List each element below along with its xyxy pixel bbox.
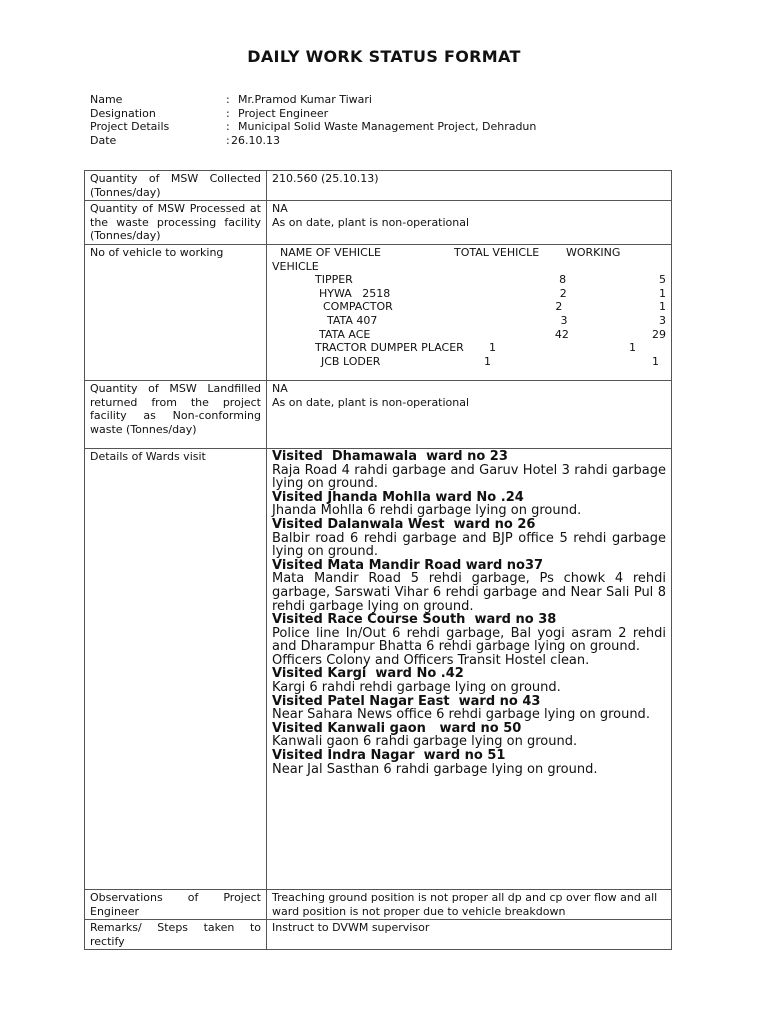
- vehicle-row: [272, 287, 666, 301]
- row-value: Treaching ground position is not proper all dp and cp over flow and all ward position is not proper due to vehicle breakdown: [267, 889, 672, 919]
- value-line: As on date, plant is non-operational: [272, 215, 470, 229]
- row-remarks: [85, 920, 672, 950]
- ward-visit-detail: Mata Mandir Road 5 rehdi garbage, Ps chowk 4 rehdi garbage, Sarswati Vihar 6 rehdi garbage and Near Sali Pul 8 rehdi garbage lying on ground.: [272, 571, 666, 614]
- vehicle-working: 1: [659, 300, 666, 314]
- ward-visit-heading: Visited Dalanwala West ward no 26: [272, 516, 536, 532]
- row-collected: [85, 171, 672, 201]
- vehicle-name: TATA ACE: [319, 327, 371, 341]
- vehicle-name: TRACTOR DUMPER PLACER: [315, 341, 464, 355]
- ward-visit-heading: Visited Indra Nagar ward no 51: [272, 748, 506, 764]
- value-line: NA: [272, 381, 288, 395]
- vehicle-working: 5: [659, 273, 666, 287]
- vehicle-row: [272, 273, 666, 287]
- info-value: Project Engineer: [238, 106, 329, 120]
- vehicle-total: 1: [489, 341, 496, 355]
- vehicle-row: [272, 355, 666, 369]
- vehicle-total: 2: [555, 300, 563, 314]
- row-processed: [85, 201, 672, 245]
- info-value: Mr.Pramod Kumar Tiwari: [238, 93, 372, 106]
- row-label: [85, 171, 267, 201]
- ward-visit-heading: Visited Patel Nagar East ward no 43: [272, 693, 541, 709]
- info-label: Name: [90, 93, 123, 106]
- info-separator: :: [226, 120, 230, 134]
- info-label: Designation: [90, 106, 156, 120]
- vehicle-row: [272, 328, 666, 342]
- vehicle-name: TIPPER: [315, 273, 353, 287]
- vehicle-name: JCB LODER: [321, 354, 381, 368]
- vehicle-working-header: WORKING: [566, 245, 621, 259]
- ward-visit-detail: Near Jal Sasthan 6 rahdi garbage lying on ground.: [272, 761, 598, 777]
- info-row-project: [90, 120, 536, 134]
- vehicle-name: HYWA 2518: [319, 286, 391, 300]
- vehicle-name-header: NAME OF VEHICLE: [280, 245, 381, 259]
- info-row-name: [90, 93, 536, 107]
- row-label: [85, 920, 267, 950]
- vehicle-list: [267, 244, 672, 380]
- row-vehicles: [85, 244, 672, 380]
- vehicle-name: COMPACTOR: [323, 300, 393, 314]
- ward-visit-detail: Jhanda Mohlla 6 rehdi garbage lying on ground.: [272, 503, 582, 519]
- info-row-date: [90, 134, 536, 148]
- vehicle-name: TATA 407: [327, 313, 378, 327]
- row-label-text: Remarks/ Steps taken to rectify: [90, 921, 261, 948]
- row-value: [267, 201, 672, 245]
- row-label: [85, 380, 267, 448]
- info-block: [90, 93, 536, 147]
- vehicle-row: [272, 314, 666, 328]
- info-label: Project Details: [90, 120, 170, 134]
- value-line: As on date, plant is non-operational: [272, 395, 470, 409]
- ward-visit-heading: Visited Dhamawala ward no 23: [272, 448, 508, 464]
- row-label-text: No of vehicle to working: [90, 245, 224, 259]
- vehicle-row: [272, 341, 666, 355]
- ward-visit-detail: Kargi 6 rahdi rehdi garbage lying on ground.: [272, 680, 561, 696]
- vehicle-total-header: TOTAL VEHICLE: [454, 245, 540, 259]
- ward-visit-detail: Kanwali gaon 6 rahdi garbage lying on ground.: [272, 734, 578, 750]
- vehicle-total: 3: [560, 313, 568, 327]
- vehicle-header: [272, 246, 666, 260]
- document-title: DAILY WORK STATUS FORMAT: [247, 47, 521, 66]
- info-row-designation: [90, 107, 536, 121]
- vehicle-working: 3: [659, 313, 666, 327]
- info-separator: :: [226, 93, 230, 106]
- vehicle-total: 2: [559, 286, 567, 300]
- ward-visit-detail: Police line In/Out 6 rehdi garbage, Bal yogi asram 2 rehdi and Dharampur Bhatta 6 rehdi garbage lying on ground.: [272, 625, 666, 655]
- info-separator: :: [226, 133, 230, 147]
- ward-visit-detail: Raja Road 4 rahdi garbage and Garuv Hotel 3 rahdi garbage lying on ground.: [272, 462, 666, 492]
- info-value: 26.10.13: [231, 133, 280, 147]
- row-value: 210.560 (25.10.13): [267, 171, 672, 201]
- row-value: [267, 380, 672, 448]
- vehicle-row: [272, 300, 666, 314]
- ward-visit-detail: Balbir road 6 rehdi garbage and BJP office 5 rehdi garbage lying on ground.: [272, 530, 666, 560]
- row-wards: [85, 448, 672, 889]
- row-label: [85, 448, 267, 889]
- vehicle-working: 1: [652, 354, 659, 368]
- ward-visit-heading: Visited Kanwali gaon ward no 50: [272, 720, 522, 736]
- ward-visits: [267, 448, 672, 889]
- vehicle-total: 1: [484, 354, 491, 368]
- row-label-text: Observations of Project Engineer: [90, 890, 261, 918]
- ward-visit-detail: Officers Colony and Officers Transit Hostel clean.: [272, 652, 590, 668]
- vehicle-working: 1: [659, 286, 666, 300]
- row-landfilled: [85, 380, 672, 448]
- row-label-text: Quantity of MSW Processed at the waste processing facility (Tonnes/day): [90, 202, 261, 243]
- status-table: [84, 170, 672, 950]
- ward-visit-heading: Visited Race Course South ward no 38: [272, 612, 557, 628]
- row-label: [85, 201, 267, 245]
- vehicle-total: 42: [554, 327, 569, 341]
- vehicle-working: 29: [652, 327, 666, 341]
- info-label: Date: [90, 133, 117, 147]
- row-label-text: Quantity of MSW Landfilled returned from the project facility as Non-conforming waste (Tonnes/day): [90, 381, 261, 436]
- row-label: [85, 244, 267, 380]
- row-label: [85, 889, 267, 919]
- value-line: NA: [272, 202, 288, 216]
- ward-visit-heading: Visited Jhanda Mohlla ward No .24: [272, 489, 524, 505]
- ward-visit-detail: Near Sahara News office 6 rehdi garbage lying on ground.: [272, 707, 650, 723]
- vehicle-total: 8: [559, 273, 567, 287]
- row-label-text: Details of Wards visit: [90, 449, 206, 463]
- vehicle-working: 1: [629, 341, 636, 355]
- info-separator: :: [226, 106, 230, 120]
- row-observations: [85, 889, 672, 919]
- info-value: Municipal Solid Waste Management Project, Dehradun: [238, 120, 537, 134]
- ward-visit-heading: Visited Mata Mandir Road ward no37: [272, 557, 544, 573]
- vehicle-header-cont: VEHICLE: [272, 259, 319, 273]
- row-label-text: Quantity of MSW Collected (Tonnes/day): [90, 172, 261, 199]
- ward-visit-heading: Visited Kargi ward No .42: [272, 666, 464, 682]
- row-value: Instruct to DVWM supervisor: [267, 920, 672, 950]
